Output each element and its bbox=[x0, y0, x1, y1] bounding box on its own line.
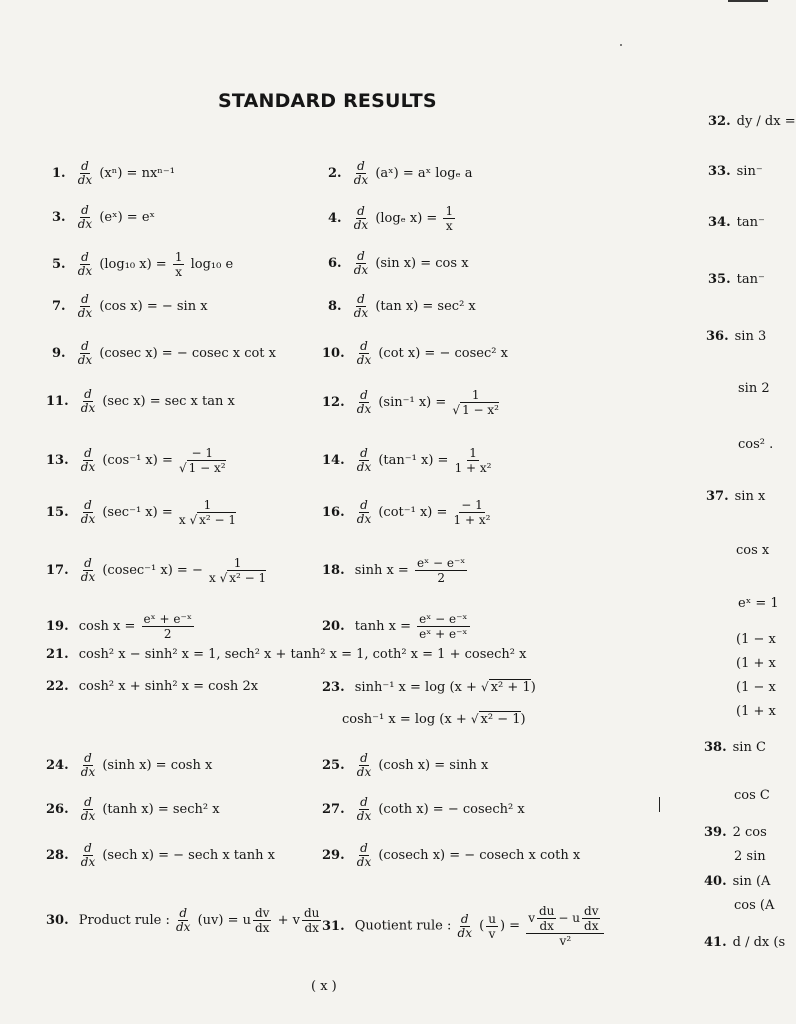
fraction: $\frac{1}{\text{√ 1 − x²}}$ bbox=[452, 388, 499, 417]
formula-18 bbox=[322, 556, 469, 585]
derivative-operator: $\frac{d}{dx}$ bbox=[457, 911, 472, 940]
fraction: $\frac{\text{eˣ − e⁻ˣ}}{2}$ bbox=[416, 556, 466, 585]
quotient-rule-label: Quotient rule : bbox=[354, 918, 452, 934]
formula-24 bbox=[46, 752, 212, 779]
formula-28 bbox=[46, 842, 275, 869]
right-col-line: (1 − x bbox=[736, 680, 776, 695]
formula-text: (sinh x) = cosh x bbox=[102, 758, 213, 773]
formula-2 bbox=[328, 160, 473, 187]
formula-21 bbox=[46, 647, 526, 663]
right-col-item-37: 37. sin x bbox=[706, 489, 766, 504]
formula-text: sinh⁻¹ x = log (x + bbox=[354, 680, 477, 695]
pencil-mark bbox=[659, 797, 660, 812]
fraction: $\frac{1}{x}$ bbox=[174, 250, 183, 279]
formula-text: + v bbox=[277, 913, 300, 928]
product-rule-label: Product rule : bbox=[78, 913, 170, 928]
derivative-operator: $\frac{d}{dx}$ bbox=[80, 498, 96, 526]
right-col-item-35: 35. tan⁻ bbox=[708, 272, 765, 287]
derivative-operator: $\frac{d}{dx}$ bbox=[356, 388, 372, 416]
formula-text: cosh x = bbox=[78, 619, 136, 634]
item-number: 9. bbox=[52, 346, 66, 361]
formula-6 bbox=[328, 250, 469, 277]
item-number: 16. bbox=[322, 505, 345, 520]
derivative-operator: $\frac{d}{dx}$ bbox=[356, 446, 372, 474]
item-number: 7. bbox=[52, 299, 66, 314]
formula-15 bbox=[46, 498, 238, 527]
formula-22 bbox=[46, 679, 258, 695]
derivative-operator: $\frac{d}{dx}$ bbox=[353, 249, 369, 277]
formula-text: (xⁿ) = nxⁿ⁻¹ bbox=[99, 166, 175, 181]
formula-13 bbox=[46, 446, 228, 475]
derivative-operator: $\frac{d}{dx}$ bbox=[353, 159, 369, 187]
radicand: x² + 1 bbox=[490, 680, 531, 695]
formula-11 bbox=[46, 388, 235, 415]
item-number: 20. bbox=[322, 619, 345, 634]
item-number: 1. bbox=[52, 166, 66, 181]
formula-23b: cosh⁻¹ x = log (x + √ x² − 1) bbox=[342, 712, 526, 727]
item-number: 13. bbox=[46, 453, 69, 468]
fraction: $\frac{1}{\text{x √ x² − 1}}$ bbox=[178, 498, 237, 527]
derivative-operator: $\frac{d}{dx}$ bbox=[353, 292, 369, 320]
formula-text: (cos⁻¹ x) = bbox=[102, 453, 173, 468]
right-col-line: sin 2 bbox=[738, 381, 770, 396]
formula-20 bbox=[322, 612, 472, 641]
right-col-item-33: 33. sin⁻ bbox=[708, 164, 763, 179]
right-col-item-32: 32. dy / dx = bbox=[708, 114, 796, 129]
formula-12 bbox=[322, 388, 501, 417]
formula-3 bbox=[52, 204, 155, 231]
item-number: 29. bbox=[322, 848, 345, 863]
item-number: 4. bbox=[328, 211, 342, 226]
formula-1 bbox=[52, 160, 175, 187]
item-number: 19. bbox=[46, 619, 69, 634]
formula-text: sinh x = bbox=[354, 563, 409, 578]
derivative-operator: $\frac{d}{dx}$ bbox=[80, 795, 96, 823]
formula-text: (sec x) = sec x tan x bbox=[102, 394, 235, 409]
derivative-operator: $\frac{d}{dx}$ bbox=[77, 159, 93, 187]
formula-text: (cosech x) = − cosech x coth x bbox=[378, 848, 581, 863]
formula-text: (tan x) = sec² x bbox=[375, 299, 476, 314]
derivative-operator: $\frac{d}{dx}$ bbox=[356, 498, 372, 526]
derivative-operator: $\frac{d}{dx}$ bbox=[356, 751, 372, 779]
right-col-item-34: 34. tan⁻ bbox=[708, 215, 765, 230]
item-number: 15. bbox=[46, 505, 69, 520]
item-number: 31. bbox=[322, 918, 345, 934]
formula-9 bbox=[52, 340, 276, 367]
item-number: 17. bbox=[46, 563, 69, 578]
formula-27 bbox=[322, 796, 525, 823]
derivative-operator: $\frac{d}{dx}$ bbox=[353, 204, 369, 232]
fraction: $\frac{- 1}{\text{1 + x²}}$ bbox=[453, 498, 491, 527]
formula-10 bbox=[322, 340, 508, 367]
formula-16 bbox=[322, 498, 492, 527]
formula-text: cosh² x − sinh² x = 1, sech² x + tanh² x = 1, coth² x = 1 + cosech² x bbox=[78, 647, 527, 662]
fraction: $\frac{1}{\text{1 + x²}}$ bbox=[454, 446, 492, 475]
formula-text: (coth x) = − cosech² x bbox=[378, 802, 525, 817]
derivative-operator: $\frac{d}{dx}$ bbox=[80, 751, 96, 779]
derivative-operator: $\frac{d}{dx}$ bbox=[80, 446, 96, 474]
derivative-operator: $\frac{d}{dx}$ bbox=[77, 339, 93, 367]
right-col-line: (1 − x bbox=[736, 632, 776, 647]
right-col-line: eˣ = 1 bbox=[738, 596, 779, 611]
item-number: 6. bbox=[328, 256, 342, 271]
page-number: ( x ) bbox=[311, 979, 337, 994]
page-title: STANDARD RESULTS bbox=[218, 90, 437, 112]
item-number: 21. bbox=[46, 647, 69, 662]
formula-text: (sin x) = cos x bbox=[375, 256, 469, 271]
formula-text: tanh x = bbox=[354, 619, 411, 634]
item-number: 28. bbox=[46, 848, 69, 863]
item-number: 2. bbox=[328, 166, 342, 181]
item-number: 25. bbox=[322, 758, 345, 773]
formula-text: (cot⁻¹ x) = bbox=[378, 505, 448, 520]
formula-7 bbox=[52, 293, 208, 320]
formula-text: log₁₀ e bbox=[190, 257, 234, 272]
right-col-item-41: 41. d / dx (s bbox=[704, 935, 786, 950]
formula-8 bbox=[328, 293, 476, 320]
fraction: $\frac{dv}{dx}$ bbox=[254, 906, 270, 935]
item-number: 24. bbox=[46, 758, 69, 773]
fraction: $\frac{\text{eˣ + e⁻ˣ}}{2}$ bbox=[143, 612, 192, 641]
item-number: 3. bbox=[52, 210, 66, 225]
speck bbox=[620, 44, 622, 46]
item-number: 10. bbox=[322, 346, 345, 361]
formula-text: (cosec⁻¹ x) = − bbox=[102, 563, 203, 578]
item-number: 22. bbox=[46, 679, 69, 694]
right-col-item-39: 39. 2 cos bbox=[704, 825, 767, 840]
derivative-operator: $\frac{d}{dx}$ bbox=[77, 292, 93, 320]
derivative-operator: $\frac{d}{dx}$ bbox=[80, 841, 96, 869]
derivative-operator: $\frac{d}{dx}$ bbox=[80, 387, 96, 415]
formula-25 bbox=[322, 752, 488, 779]
right-col-line: (1 + x bbox=[736, 656, 776, 671]
item-number: 12. bbox=[322, 395, 345, 410]
item-number: 27. bbox=[322, 802, 345, 817]
fraction: $\frac{u}{v}$ bbox=[488, 911, 496, 941]
fraction: $\frac{- 1}{\text{√ 1 − x²}}$ bbox=[178, 446, 226, 475]
formula-19 bbox=[46, 612, 196, 641]
item-number: 8. bbox=[328, 299, 342, 314]
formula-31: 31. Quotient rule : $\frac{d}{dx}$ ( $\frac{u}{v}$ ) = v $\frac{du}{dx}$ − u $\frac{dv}{dx}$ v² bbox=[322, 904, 606, 948]
fraction: $\frac{1}{\text{x √ x² − 1}}$ bbox=[208, 556, 267, 585]
right-col-line: cos C bbox=[734, 788, 770, 803]
formula-text: (sin⁻¹ x) = bbox=[378, 395, 447, 410]
item-number: 30. bbox=[46, 913, 69, 928]
item-number: 11. bbox=[46, 394, 69, 409]
fraction: $\frac{du}{dx}$ bbox=[303, 906, 320, 935]
formula-text: (tan⁻¹ x) = bbox=[378, 453, 449, 468]
formula-text: (cosh x) = sinh x bbox=[378, 758, 489, 773]
right-col-line: cos x bbox=[736, 543, 770, 558]
right-col-line: 2 sin bbox=[734, 849, 766, 864]
derivative-operator: $\frac{d}{dx}$ bbox=[77, 250, 93, 278]
formula-text: (uv) = u bbox=[197, 913, 251, 928]
right-col-item-38: 38. sin C bbox=[704, 740, 766, 755]
formula-text: (eˣ) = eˣ bbox=[99, 210, 156, 225]
derivative-operator: $\frac{d}{dx}$ bbox=[77, 203, 93, 231]
formula-23: 23. sinh⁻¹ x = log (x + √ x² + 1) bbox=[322, 680, 536, 695]
formula-30 bbox=[46, 906, 323, 935]
fraction: $\frac{\text{eˣ − e⁻ˣ}}{\text{eˣ + e⁻ˣ}}$ bbox=[419, 612, 468, 641]
formula-5 bbox=[52, 250, 233, 279]
derivative-operator: $\frac{d}{dx}$ bbox=[356, 841, 372, 869]
formula-text: (log₁₀ x) = bbox=[99, 257, 167, 272]
item-number: 5. bbox=[52, 257, 66, 272]
page-edge bbox=[728, 0, 768, 2]
formula-text: (sech x) = − sech x tanh x bbox=[102, 848, 275, 863]
formula-text: (cos x) = − sin x bbox=[99, 299, 208, 314]
radicand: x² − 1 bbox=[480, 712, 521, 727]
item-number: 23. bbox=[322, 680, 345, 695]
item-number: 26. bbox=[46, 802, 69, 817]
formula-text: cosh⁻¹ x = log (x + bbox=[342, 712, 467, 727]
fraction: $\frac{1}{x}$ bbox=[445, 204, 454, 233]
right-col-line: cos² . bbox=[738, 437, 774, 452]
derivative-operator: $\frac{d}{dx}$ bbox=[356, 795, 372, 823]
item-number: 18. bbox=[322, 563, 345, 578]
fraction: v $\frac{du}{dx}$ − u $\frac{dv}{dx}$ v² bbox=[526, 904, 604, 948]
formula-text: (cot x) = − cosec² x bbox=[378, 346, 508, 361]
formula-text: (sec⁻¹ x) = bbox=[102, 505, 173, 520]
formula-text: (logₑ x) = bbox=[375, 211, 438, 226]
formula-text: cosh² x + sinh² x = cosh 2x bbox=[78, 679, 259, 694]
derivative-operator: $\frac{d}{dx}$ bbox=[356, 339, 372, 367]
derivative-operator: $\frac{d}{dx}$ bbox=[175, 906, 191, 934]
right-col-line: (1 + x bbox=[736, 704, 776, 719]
formula-text: (aˣ) = aˣ logₑ a bbox=[375, 166, 473, 181]
formula-4 bbox=[328, 204, 457, 233]
formula-text: (cosec x) = − cosec x cot x bbox=[99, 346, 276, 361]
formula-17 bbox=[46, 556, 268, 585]
formula-29 bbox=[322, 842, 580, 869]
right-col-line: cos (A bbox=[734, 898, 775, 913]
right-col-item-40: 40. sin (A bbox=[704, 874, 771, 889]
formula-26 bbox=[46, 796, 220, 823]
right-col-item-36: 36. sin 3 bbox=[706, 329, 767, 344]
item-number: 14. bbox=[322, 453, 345, 468]
derivative-operator: $\frac{d}{dx}$ bbox=[80, 556, 96, 584]
formula-14 bbox=[322, 446, 493, 475]
formula-text: (tanh x) = sech² x bbox=[102, 802, 220, 817]
